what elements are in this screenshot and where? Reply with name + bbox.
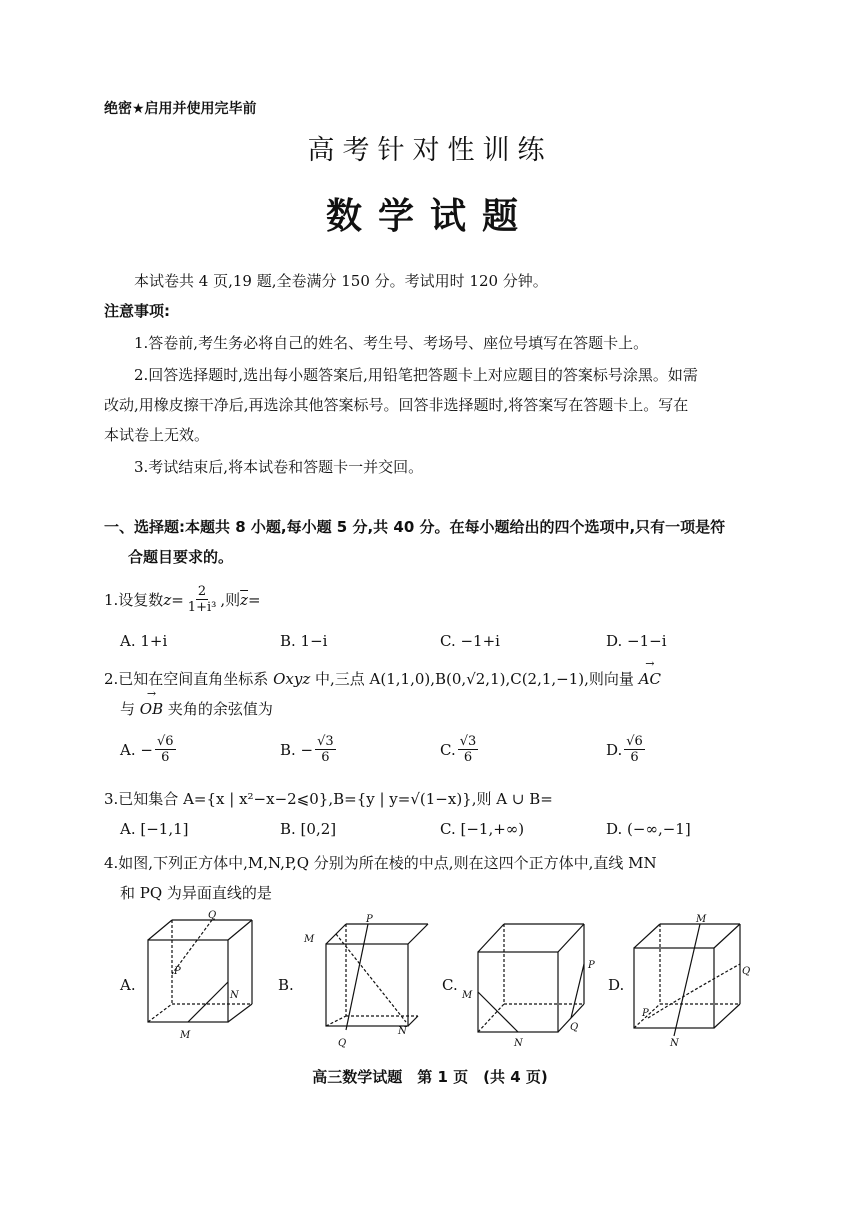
q1-prefix: 1.设复数	[104, 591, 164, 609]
cube-figure-a	[138, 912, 258, 1052]
cube-b-m: M	[304, 934, 315, 945]
q2-option-b-label: B. −	[280, 740, 314, 759]
page-footer: 高三数学试题 第 1 页 (共 4 页)	[312, 1068, 548, 1086]
q1-fraction	[186, 584, 219, 615]
q2-option-b-num: √3	[317, 734, 334, 749]
q1-z: z	[163, 590, 172, 609]
note-2-line-1: 2.回答选择题时,选出每小题答案后,用铅笔把答题卡上对应题目的答案标号涂黑。如需	[134, 366, 698, 384]
question-2-line-2	[120, 698, 273, 719]
cube-c-q: Q	[570, 1022, 579, 1033]
cube-c-m: M	[462, 990, 473, 1001]
note-1: 1.答卷前,考生务必将自己的姓名、考生号、考场号、座位号填写在答题卡上。	[134, 334, 649, 352]
cube-figure-c	[458, 912, 595, 1052]
cube-d-p: P	[642, 1008, 649, 1019]
question-1	[104, 584, 261, 615]
q2-option-a-fraction	[155, 734, 176, 765]
q2-vector-ac: → AC	[639, 670, 661, 688]
cube-b-q: Q	[338, 1038, 347, 1049]
cube-d-q: Q	[742, 966, 751, 977]
cube-b-p: P	[366, 914, 373, 925]
q2-option-d-label: D.	[606, 740, 623, 759]
q1-z-bar: $\overline{z}$	[240, 590, 249, 609]
exam-subtitle: 数学试题	[325, 196, 534, 237]
q2-option-b-fraction	[315, 734, 336, 765]
cube-d-n: N	[670, 1038, 679, 1049]
q2-oxyz: Oxyz	[273, 670, 311, 688]
q2-option-c	[440, 734, 480, 765]
q2-vector-ob: → OB	[140, 700, 163, 718]
note-2-line-3: 本试卷上无效。	[104, 426, 210, 444]
figure-a-label: A.	[120, 976, 136, 994]
q1-option-d: D. −1−i	[606, 632, 667, 650]
confidential-label: 绝密★启用并使用完毕前	[104, 101, 257, 117]
exam-title: 高考针对性训练	[307, 135, 553, 166]
cube-b-n: N	[398, 1026, 407, 1037]
figure-c-label: C.	[442, 976, 458, 994]
cube-a-m: M	[180, 1030, 191, 1041]
q3-option-b: B. [0,2]	[280, 820, 337, 838]
q2-option-b	[280, 734, 338, 765]
q1-numerator: 2	[197, 584, 207, 599]
question-3: 3.已知集合 A={x | x²−x−2⩽0},B={y | y=√(1−x)},则 A ∪ B=	[104, 790, 553, 808]
cube-a-q: Q	[208, 910, 217, 921]
q2-text-d: 夹角的余弦值为	[163, 700, 273, 718]
q2-option-a-num: √6	[156, 734, 174, 749]
q1-mid: ,则	[220, 591, 241, 609]
q3-option-a: A. [−1,1]	[120, 820, 189, 838]
q2-option-d-fraction	[624, 734, 645, 765]
q2-option-c-label: C.	[440, 740, 456, 759]
q1-denominator: 1+i³	[187, 600, 217, 615]
q2-option-c-fraction	[458, 734, 479, 765]
q2-option-a	[120, 734, 178, 765]
q1-end: =	[248, 590, 261, 609]
cube-figure-b	[298, 912, 418, 1052]
note-3: 3.考试结束后,将本试卷和答题卡一并交回。	[134, 458, 424, 476]
cube-a-p: P	[174, 966, 181, 977]
notes-title: 注意事项:	[104, 302, 170, 320]
q2-option-d-num: √6	[626, 734, 643, 749]
q2-option-a-label: A. −	[120, 740, 153, 759]
note-2-line-2: 改动,用橡皮擦干净后,再选涂其他答案标号。回答非选择题时,将答案写在答题卡上。写在	[104, 396, 689, 414]
cube-a-n: N	[230, 990, 239, 1001]
figure-b-label: B.	[278, 976, 294, 994]
q1-option-b: B. 1−i	[280, 632, 328, 650]
q2-option-d	[606, 734, 647, 765]
section-1-heading-cont: 合题目要求的。	[128, 548, 234, 566]
question-4-line-2: 和 PQ 为异面直线的是	[120, 884, 272, 902]
q2-option-d-den: 6	[630, 750, 639, 765]
q1-eq: =	[171, 590, 184, 609]
q2-option-a-den: 6	[161, 750, 170, 765]
q2-text-a: 2.已知在空间直角坐标系	[104, 670, 274, 688]
section-1-heading: 一、选择题:本题共 8 小题,每小题 5 分,共 40 分。在每小题给出的四个选项中,只有一项是符	[104, 518, 726, 536]
q3-option-c: C. [−1,+∞)	[440, 820, 525, 838]
question-4-line-1: 4.如图,下列正方体中,M,N,P,Q 分别为所在棱的中点,则在这四个正方体中,直线 MN	[104, 854, 657, 872]
question-2-line-1	[104, 668, 661, 689]
cube-c-n: N	[514, 1038, 523, 1049]
q1-option-a: A. 1+i	[120, 632, 168, 650]
exam-summary: 本试卷共 4 页,19 题,全卷满分 150 分。考试用时 120 分钟。	[134, 272, 548, 290]
q2-text-c: 与	[120, 700, 140, 718]
figure-d-label: D.	[608, 976, 625, 994]
q2-option-c-den: 6	[463, 750, 473, 765]
q1-option-c: C. −1+i	[440, 632, 500, 650]
q2-option-c-num: √3	[459, 734, 477, 749]
cube-c-p: P	[588, 960, 595, 971]
q3-option-d: D. (−∞,−1]	[606, 820, 691, 838]
q2-text-b: 中,三点 A(1,1,0),B(0,√2,1),C(2,1,−1),则向量	[310, 670, 639, 688]
cube-d-m: M	[696, 914, 707, 925]
cube-figure-d	[630, 912, 760, 1052]
q2-option-b-den: 6	[321, 750, 330, 765]
